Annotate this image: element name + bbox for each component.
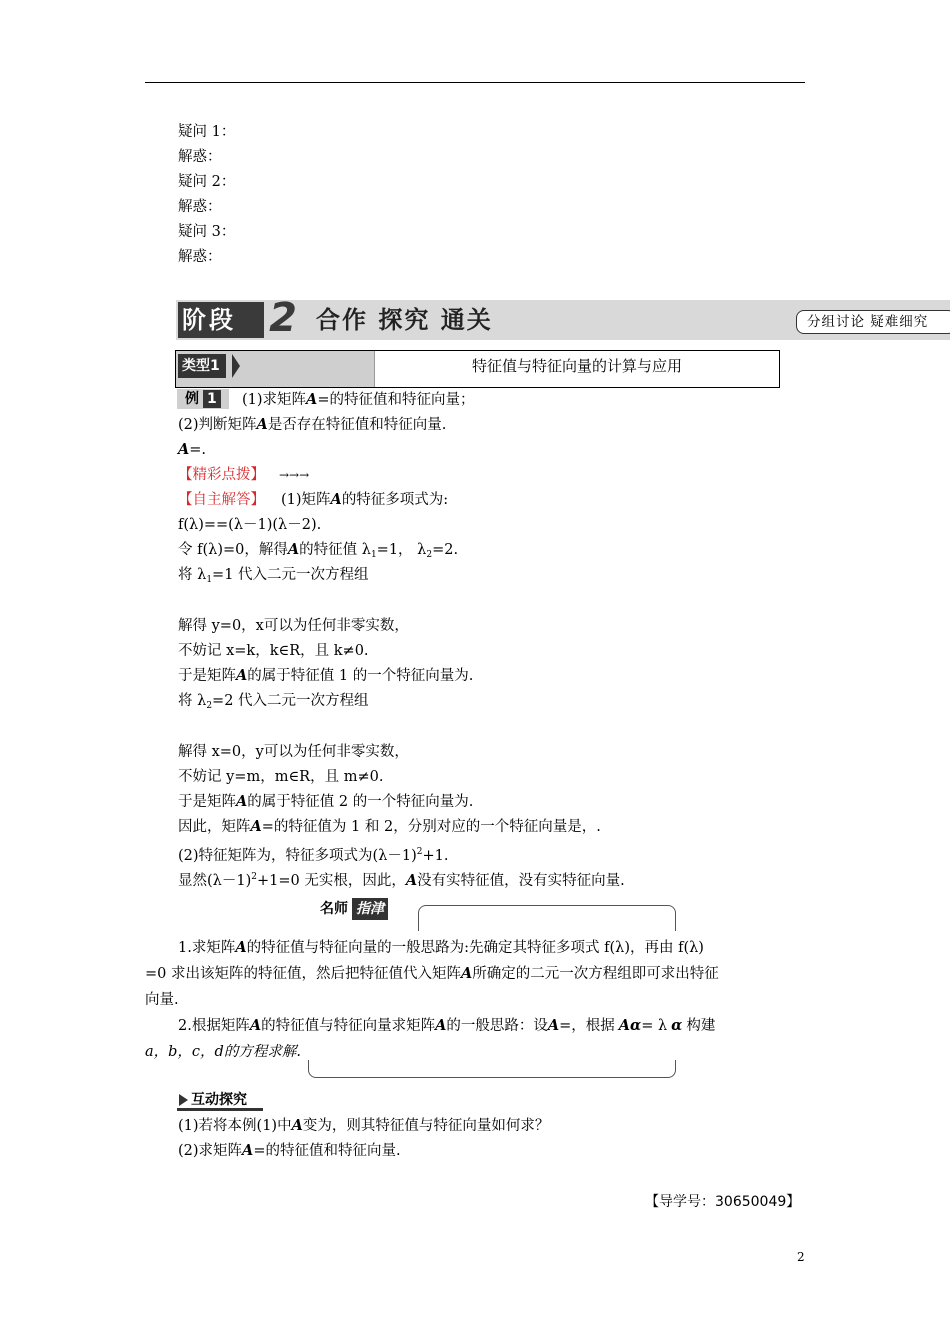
answer-line-4: 将 $\lambda_1=1$ 代入二元一次方程组 [178, 567, 369, 585]
answer-line-13: (2)特征矩阵为，特征多项式为$(\lambda-1)^2+1$. [178, 847, 449, 864]
example-q1: (1)求矩阵A=的特征值和特征向量； [242, 391, 475, 408]
guide-number: 【导学号：30650049】 [645, 1194, 801, 1210]
answer-line-2: f(λ)==(λ－1)(λ－2). [178, 517, 322, 533]
teacher-p1-line-2: =0 求出该矩阵的特征值，然后把特征值代入矩阵A所确定的二元一次方程组即可求出特征 [145, 965, 719, 982]
type-box [175, 350, 780, 388]
page-number: 2 [797, 1250, 805, 1264]
answer-line-6: 不妨记 x=k，k∈R，且 k≠0. [178, 643, 369, 659]
answer-3-label: 解惑： [178, 249, 222, 265]
type-tag-arrow-icon [232, 354, 240, 378]
answer-line-9: 解得 x=0，y可以为任何非零实数， [178, 744, 409, 760]
explore-q2: (2)求矩阵A=的特征值和特征向量. [178, 1142, 401, 1159]
teacher-p2-line-1: 2.根据矩阵A的特征值与特征向量求矩阵A的一般思路：设A=，根据 Aα= λ α 构建 [178, 1017, 716, 1034]
stage-subtitle: 分组讨论 疑难细究 [796, 310, 950, 334]
teacher-frame-top [418, 905, 676, 931]
answer-line-14: 显然$(\lambda-1)^2+1=0$ 无实根，因此，A没有实特征值，没有实特征向量. [178, 872, 625, 889]
answer-line-11: 于是矩阵A的属于特征值 2 的一个特征向量为. [178, 793, 474, 810]
answer-line-5: 解得 y=0，x可以为任何非零实数， [178, 618, 409, 634]
stage-number: 2 [269, 295, 297, 341]
stage-title: 合作 探究 通关 [316, 306, 493, 334]
teacher-tag: 名师 指津 [316, 898, 388, 920]
answer-1-label: 解惑： [178, 149, 222, 165]
answer-line-10: 不妨记 y=m，m∈R，且 m≠0. [178, 769, 384, 785]
example-tag [177, 389, 229, 409]
hint-line [178, 465, 309, 485]
answer-2-label: 解惑： [178, 199, 222, 215]
answer-line-3: 令 f(λ)=0，解得A的特征值 $\lambda_1=1$， $\lambda_2=2$. [178, 541, 459, 560]
hint-label: 【精彩点拨】 [178, 467, 265, 483]
example-q2: (2)判断矩阵A是否存在特征值和特征向量. [178, 416, 447, 433]
teacher-p1-line-1: 1.求矩阵A的特征值与特征向量的一般思路为:先确定其特征多项式 f(λ)，再由 f(λ) [178, 939, 704, 956]
question-2-label: 疑问 2： [178, 174, 236, 190]
header-rule [145, 82, 805, 83]
explore-q1: (1)若将本例(1)中A变为，则其特征值与特征向量如何求？ [178, 1117, 550, 1134]
example-q3: A=. [178, 441, 207, 458]
hint-arrows: →→→ [279, 468, 310, 482]
explore-underline [177, 1108, 263, 1111]
explore-tag: 互动探究 [177, 1090, 247, 1110]
type-title: 特征值与特征向量的计算与应用 [374, 351, 779, 387]
answer-label: 【自主解答】 [178, 492, 265, 508]
teacher-p1-line-3: 向量. [145, 992, 179, 1008]
question-3-label: 疑问 3： [178, 224, 236, 240]
teacher-p2-line-2: a，b，c，d的方程求解. [145, 1044, 301, 1060]
example-tag-label: 例 [185, 391, 199, 407]
teacher-frame-bottom [308, 1060, 676, 1078]
example-number: 1 [203, 390, 221, 408]
question-1-label: 疑问 1： [178, 124, 236, 140]
stage-label: 阶段 [178, 302, 264, 338]
answer-line-7: 于是矩阵A的属于特征值 1 的一个特征向量为. [178, 667, 474, 684]
answer-line-1: 【自主解答】 (1)矩阵A的特征多项式为: [178, 491, 449, 508]
answer-line-8: 将 $\lambda_2=2$ 代入二元一次方程组 [178, 693, 369, 711]
answer-line-12: 因此，矩阵A=的特征值为 1 和 2，分别对应的一个特征向量是，. [178, 818, 601, 835]
type-tag: 类型1 [178, 354, 226, 378]
